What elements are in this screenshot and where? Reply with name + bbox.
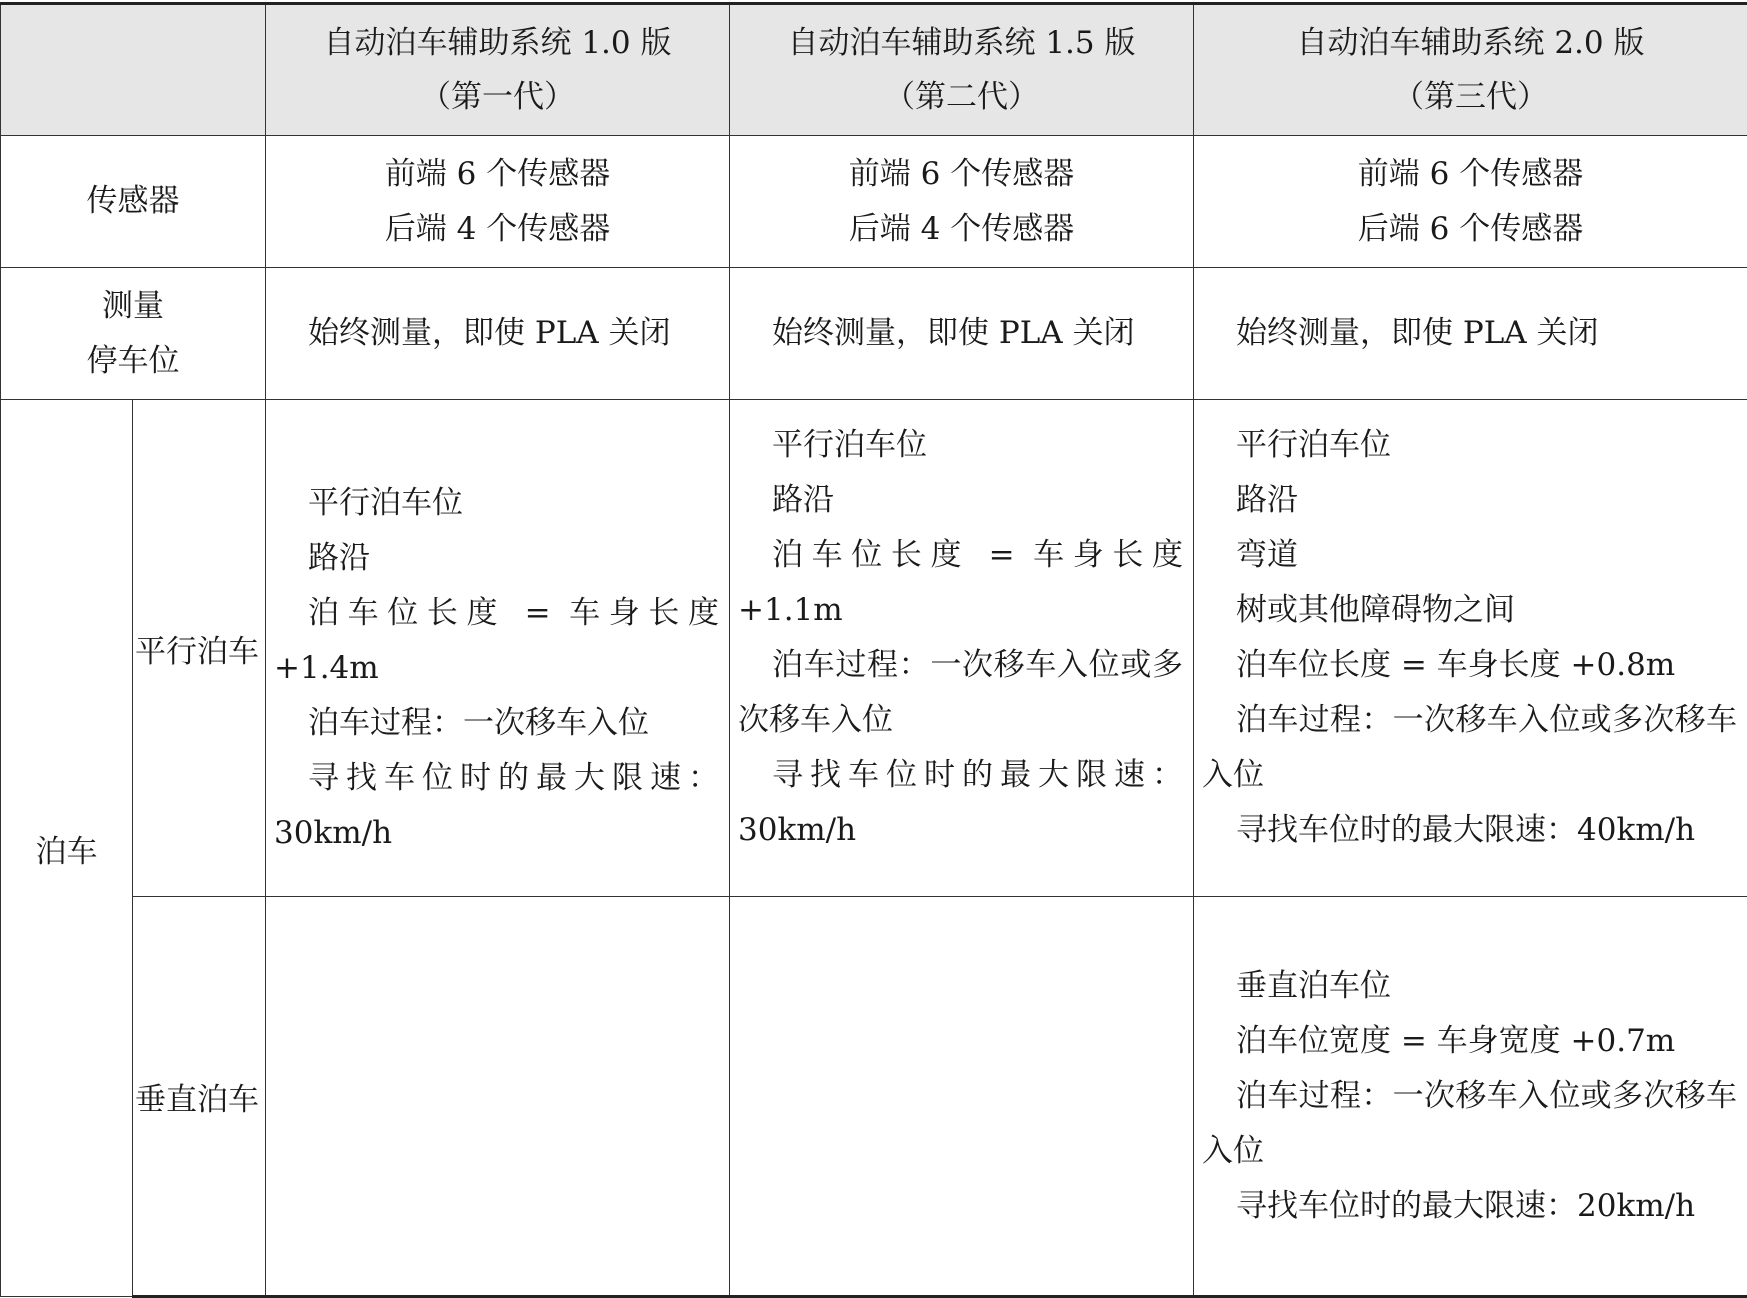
parallel-gen1-line: 泊车过程：一次移车入位 bbox=[274, 696, 719, 751]
parallel-gen1-line: 寻找车位时的最大限速：30km/h bbox=[274, 751, 719, 861]
parallel-gen3-line: 泊车位长度 = 车身长度 +0.8m bbox=[1202, 638, 1737, 693]
measure-row bbox=[1, 268, 1747, 400]
parallel-gen3-line: 路沿 bbox=[1202, 473, 1737, 528]
sensor-gen1 bbox=[266, 136, 730, 268]
measure-label-line1: 测量 bbox=[1, 279, 265, 334]
header-gen3-title: 自动泊车辅助系统 2.0 版 bbox=[1194, 16, 1747, 70]
perpendicular-row bbox=[1, 897, 1747, 1297]
header-gen1-subtitle: （第一代） bbox=[266, 70, 729, 124]
sensor-gen3 bbox=[1194, 136, 1747, 268]
parallel-gen2 bbox=[730, 400, 1194, 897]
parallel-gen3-line: 泊车过程：一次移车入位或多次移车入位 bbox=[1202, 693, 1737, 803]
sensor-gen2-front: 前端 6 个传感器 bbox=[730, 147, 1193, 202]
sensor-gen1-rear: 后端 4 个传感器 bbox=[266, 202, 729, 257]
parallel-gen1-line: 泊车位长度 = 车身长度 +1.4m bbox=[274, 586, 719, 696]
header-gen2 bbox=[730, 4, 1194, 136]
header-gen3-subtitle: （第三代） bbox=[1194, 70, 1747, 124]
parking-assist-comparison-table bbox=[0, 2, 1747, 1298]
parallel-gen1-line: 平行泊车位 bbox=[274, 476, 719, 531]
measure-gen2: 始终测量，即使 PLA 关闭 bbox=[730, 268, 1194, 400]
parallel-gen3 bbox=[1194, 400, 1747, 897]
parallel-gen2-line: 泊车过程：一次移车入位或多次移车入位 bbox=[738, 638, 1183, 748]
sensor-gen1-front: 前端 6 个传感器 bbox=[266, 147, 729, 202]
parallel-gen3-line: 平行泊车位 bbox=[1202, 418, 1737, 473]
measure-gen3: 始终测量，即使 PLA 关闭 bbox=[1194, 268, 1747, 400]
sensor-gen2 bbox=[730, 136, 1194, 268]
parallel-gen2-line: 平行泊车位 bbox=[738, 418, 1183, 473]
header-corner-cell bbox=[1, 4, 266, 136]
measure-gen1: 始终测量，即使 PLA 关闭 bbox=[266, 268, 730, 400]
perpendicular-gen3-line: 泊车过程：一次移车入位或多次移车入位 bbox=[1202, 1069, 1737, 1179]
parallel-gen2-line: 路沿 bbox=[738, 473, 1183, 528]
parallel-gen2-line: 泊车位长度 = 车身长度 +1.1m bbox=[738, 528, 1183, 638]
header-gen1 bbox=[266, 4, 730, 136]
perpendicular-gen2 bbox=[730, 897, 1194, 1297]
header-row bbox=[1, 4, 1747, 136]
perpendicular-gen1 bbox=[266, 897, 730, 1297]
sensor-gen3-rear: 后端 6 个传感器 bbox=[1194, 202, 1747, 257]
parallel-row bbox=[1, 400, 1747, 897]
parallel-gen1 bbox=[266, 400, 730, 897]
parallel-gen3-line: 弯道 bbox=[1202, 528, 1737, 583]
sensor-label: 传感器 bbox=[1, 136, 266, 268]
parking-category-label: 泊车 bbox=[1, 400, 133, 1297]
perpendicular-label: 垂直泊车 bbox=[133, 897, 266, 1297]
parallel-label: 平行泊车 bbox=[133, 400, 266, 897]
header-gen1-title: 自动泊车辅助系统 1.0 版 bbox=[266, 16, 729, 70]
parallel-gen2-line: 寻找车位时的最大限速：30km/h bbox=[738, 748, 1183, 858]
sensor-gen2-rear: 后端 4 个传感器 bbox=[730, 202, 1193, 257]
measure-label bbox=[1, 268, 266, 400]
sensor-gen3-front: 前端 6 个传感器 bbox=[1194, 147, 1747, 202]
header-gen3 bbox=[1194, 4, 1747, 136]
header-gen2-subtitle: （第二代） bbox=[730, 70, 1193, 124]
perpendicular-gen3-line: 寻找车位时的最大限速：20km/h bbox=[1202, 1179, 1737, 1234]
perpendicular-gen3 bbox=[1194, 897, 1747, 1297]
header-gen2-title: 自动泊车辅助系统 1.5 版 bbox=[730, 16, 1193, 70]
measure-label-line2: 停车位 bbox=[1, 334, 265, 389]
parallel-gen3-line: 树或其他障碍物之间 bbox=[1202, 583, 1737, 638]
perpendicular-gen3-line: 泊车位宽度 = 车身宽度 +0.7m bbox=[1202, 1014, 1737, 1069]
parallel-gen1-line: 路沿 bbox=[274, 531, 719, 586]
sensor-row bbox=[1, 136, 1747, 268]
perpendicular-gen3-line: 垂直泊车位 bbox=[1202, 959, 1737, 1014]
parallel-gen3-line: 寻找车位时的最大限速：40km/h bbox=[1202, 803, 1737, 858]
